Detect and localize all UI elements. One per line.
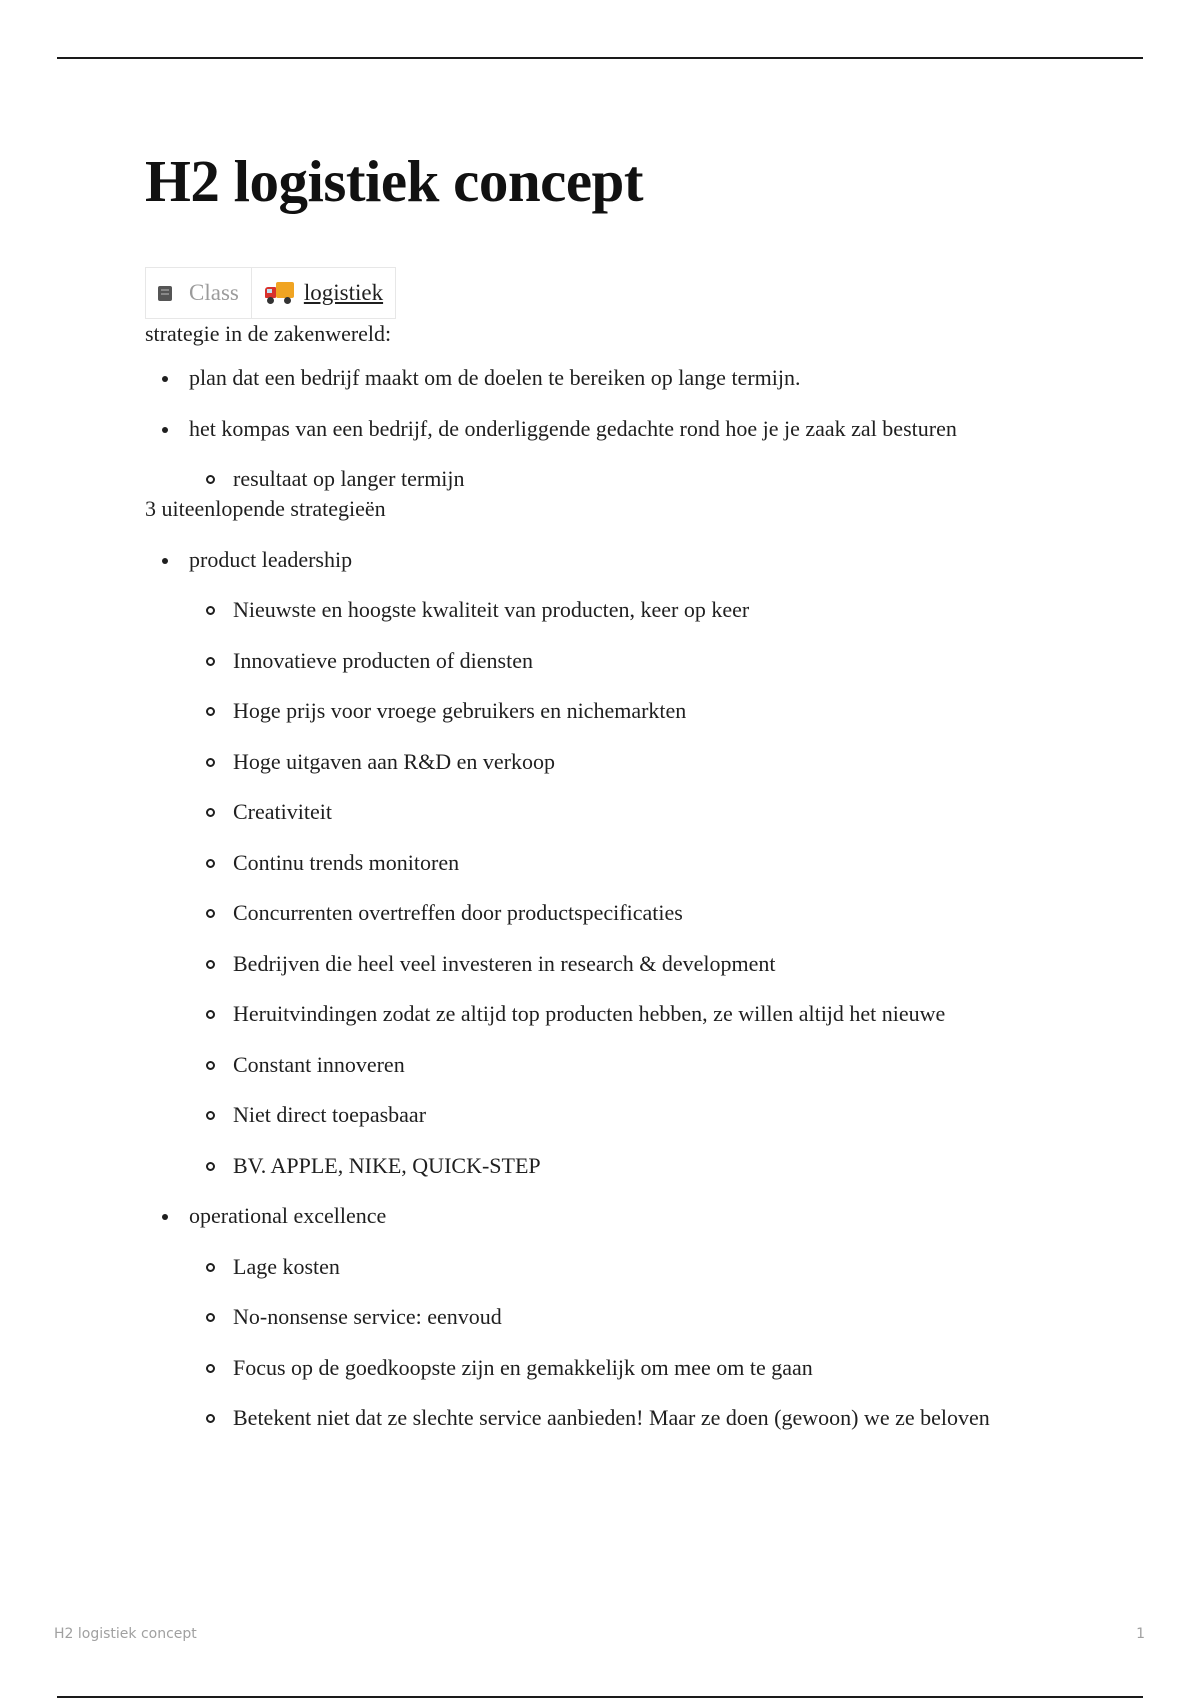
list-item: plan dat een bedrijf maakt om de doelen te bereiken op lange termijn. — [145, 363, 1065, 393]
list-item: Concurrenten overtreffen door productspecificaties — [189, 898, 1065, 928]
bottom-rule — [57, 1696, 1143, 1698]
sub-list — [189, 1252, 1065, 1434]
sub-list — [189, 595, 1065, 1181]
list-item: het kompas van een bedrijf, de onderliggende gedachte rond hoe je je zaak zal besturen resultaat op langer termijn — [145, 414, 1065, 495]
list-item: Betekent niet dat ze slechte service aanbieden! Maar ze doen (gewoon) we ze beloven — [189, 1403, 1065, 1433]
list-item: Focus op de goedkoopste zijn en gemakkelijk om mee om te gaan — [189, 1353, 1065, 1383]
strategy-item-product-leadership: product leadership Nieuwste en hoogste kwaliteit van producten, keer op keer Innovatieve producten of diensten Hoge prijs voor vroege gebruikers en nichemarkten Hoge uitgaven aan R&D en verkoop Creativiteit Continu trends monitoren Concurrenten overtreffen door productspecificaties Bedrijven die heel veel investeren in research & development Heruitvindingen zodat ze altijd top producten hebben, ze willen altijd het nieuwe Constant innoveren Niet direct toepasbaar BV. APPLE, NIKE, QUICK-STEP — [145, 545, 1065, 1181]
page-title: H2 logistiek concept — [145, 148, 644, 214]
list-item: Lage kosten — [189, 1252, 1065, 1282]
truck-icon — [264, 281, 294, 305]
list-item: Constant innoveren — [189, 1050, 1065, 1080]
property-value[interactable] — [251, 268, 395, 318]
list-item: Niet direct toepasbaar — [189, 1100, 1065, 1130]
list-item: Creativiteit — [189, 797, 1065, 827]
list-item: Hoge uitgaven aan R&D en verkoop — [189, 747, 1065, 777]
section-paragraph: 3 uiteenlopende strategieën — [145, 496, 386, 521]
property-key-label: Class — [189, 280, 239, 305]
list-item: resultaat op langer termijn — [189, 464, 1065, 494]
sub-list — [189, 464, 1065, 494]
list-item: No-nonsense service: eenvoud — [189, 1302, 1065, 1332]
list-item: Heruitvindingen zodat ze altijd top producten hebben, ze willen altijd het nieuwe — [189, 999, 1065, 1029]
strategy-list — [145, 545, 1065, 1434]
list-item: BV. APPLE, NIKE, QUICK-STEP — [189, 1151, 1065, 1181]
intro-list — [145, 363, 1065, 494]
list-item: Bedrijven die heel veel investeren in research & development — [189, 949, 1065, 979]
property-table — [145, 267, 396, 319]
list-item: Nieuwste en hoogste kwaliteit van producten, keer op keer — [189, 595, 1065, 625]
footer-doc-title: H2 logistiek concept — [54, 1626, 197, 1642]
strategy-item-operational-excellence: operational excellence Lage kosten No-nonsense service: eenvoud Focus op de goedkoopste zijn en gemakkelijk om mee om te gaan Betekent niet dat ze slechte service aanbieden! Maar ze doen (gewoon) we ze beloven — [145, 1201, 1065, 1433]
footer-page-number: 1 — [1136, 1626, 1145, 1642]
list-item: Innovatieve producten of diensten — [189, 646, 1065, 676]
document-icon — [158, 286, 172, 301]
intro-paragraph: strategie in de zakenwereld: — [145, 321, 392, 346]
property-key — [146, 268, 251, 318]
list-item: Hoge prijs voor vroege gebruikers en nichemarkten — [189, 696, 1065, 726]
property-value-link[interactable]: logistiek — [303, 280, 384, 305]
list-item: Continu trends monitoren — [189, 848, 1065, 878]
document-body — [145, 140, 1065, 1433]
top-rule — [57, 57, 1143, 59]
